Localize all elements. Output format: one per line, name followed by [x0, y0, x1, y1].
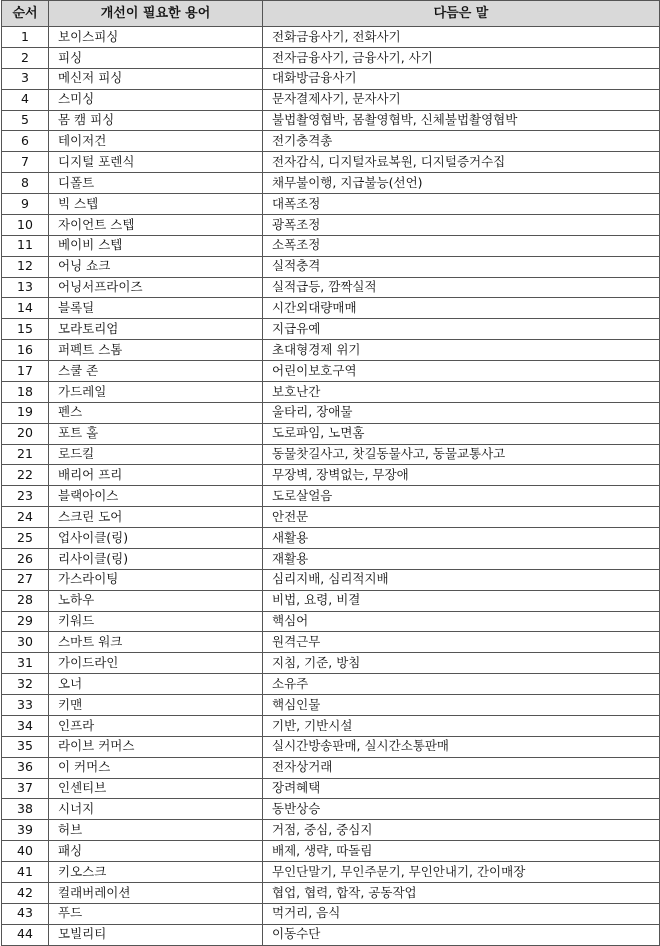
row-term: 스미싱 [49, 89, 263, 110]
row-term: 펜스 [49, 402, 263, 423]
row-alternative: 새활용 [263, 528, 660, 549]
row-alternative: 문자결제사기, 문자사기 [263, 89, 660, 110]
row-alternative: 장려혜택 [263, 778, 660, 799]
row-order: 3 [2, 68, 49, 89]
row-alternative: 이동수단 [263, 924, 660, 945]
row-term: 키워드 [49, 611, 263, 632]
row-alternative: 도로살얼음 [263, 486, 660, 507]
row-term: 업사이클(링) [49, 528, 263, 549]
row-alternative: 광폭조정 [263, 214, 660, 235]
row-term: 디폴트 [49, 173, 263, 194]
row-order: 30 [2, 632, 49, 653]
row-term: 노하우 [49, 590, 263, 611]
row-alternative: 시간외대량매매 [263, 298, 660, 319]
row-alternative: 협업, 협력, 합작, 공동작업 [263, 882, 660, 903]
row-alternative: 대화방금융사기 [263, 68, 660, 89]
row-order: 21 [2, 444, 49, 465]
table-row [2, 486, 660, 507]
table-row [2, 924, 660, 945]
table-row [2, 820, 660, 841]
row-term: 라이브 커머스 [49, 736, 263, 757]
row-alternative: 실적충격 [263, 256, 660, 277]
header-alternative: 다듬은 말 [263, 1, 660, 27]
row-order: 12 [2, 256, 49, 277]
table-row [2, 569, 660, 590]
table-row [2, 152, 660, 173]
row-alternative: 무장벽, 장벽없는, 무장애 [263, 465, 660, 486]
row-term: 시너지 [49, 799, 263, 820]
row-order: 44 [2, 924, 49, 945]
table-row [2, 214, 660, 235]
table-row [2, 340, 660, 361]
row-order: 43 [2, 903, 49, 924]
table-row [2, 423, 660, 444]
table-row [2, 528, 660, 549]
row-term: 메신저 피싱 [49, 68, 263, 89]
row-alternative: 전화금융사기, 전화사기 [263, 27, 660, 48]
row-alternative: 실적급등, 깜짝실적 [263, 277, 660, 298]
row-order: 11 [2, 235, 49, 256]
table-row [2, 841, 660, 862]
row-order: 33 [2, 695, 49, 716]
row-order: 29 [2, 611, 49, 632]
row-order: 2 [2, 47, 49, 68]
row-order: 25 [2, 528, 49, 549]
row-term: 가드레일 [49, 381, 263, 402]
header-row [2, 1, 660, 27]
row-order: 26 [2, 548, 49, 569]
row-order: 31 [2, 653, 49, 674]
table-row [2, 110, 660, 131]
row-alternative: 도로파임, 노면홈 [263, 423, 660, 444]
row-order: 32 [2, 674, 49, 695]
row-alternative: 울타리, 장애물 [263, 402, 660, 423]
header-term: 개선이 필요한 용어 [49, 1, 263, 27]
row-term: 베이비 스텝 [49, 235, 263, 256]
row-order: 17 [2, 361, 49, 382]
terms-table [1, 0, 660, 946]
row-alternative: 소폭조정 [263, 235, 660, 256]
row-term: 포트 홀 [49, 423, 263, 444]
header-order: 순서 [2, 1, 49, 27]
row-term: 푸드 [49, 903, 263, 924]
row-order: 1 [2, 27, 49, 48]
table-row [2, 361, 660, 382]
row-term: 디지털 포렌식 [49, 152, 263, 173]
row-term: 로드킬 [49, 444, 263, 465]
row-alternative: 초대형경제 위기 [263, 340, 660, 361]
table-row [2, 89, 660, 110]
table-row [2, 465, 660, 486]
row-order: 34 [2, 715, 49, 736]
row-alternative: 먹거리, 음식 [263, 903, 660, 924]
table-row [2, 444, 660, 465]
table-row [2, 799, 660, 820]
row-term: 모빌리티 [49, 924, 263, 945]
row-alternative: 비법, 요령, 비결 [263, 590, 660, 611]
row-order: 39 [2, 820, 49, 841]
table-row [2, 173, 660, 194]
row-alternative: 안전문 [263, 507, 660, 528]
row-alternative: 원격근무 [263, 632, 660, 653]
row-order: 13 [2, 277, 49, 298]
table-row [2, 47, 660, 68]
row-alternative: 재활용 [263, 548, 660, 569]
table-row [2, 590, 660, 611]
table-row [2, 507, 660, 528]
row-term: 블록딜 [49, 298, 263, 319]
row-alternative: 핵심어 [263, 611, 660, 632]
row-alternative: 채무불이행, 지급불능(선언) [263, 173, 660, 194]
row-term: 키맨 [49, 695, 263, 716]
table-row [2, 903, 660, 924]
row-alternative: 실시간방송판매, 실시간소통판매 [263, 736, 660, 757]
table-row [2, 757, 660, 778]
row-term: 오너 [49, 674, 263, 695]
row-alternative: 전기충격총 [263, 131, 660, 152]
row-alternative: 핵심인물 [263, 695, 660, 716]
row-term: 어닝서프라이즈 [49, 277, 263, 298]
table-row [2, 277, 660, 298]
row-order: 37 [2, 778, 49, 799]
row-order: 23 [2, 486, 49, 507]
row-alternative: 전자감식, 디지털자료복원, 디지털증거수집 [263, 152, 660, 173]
table-row [2, 131, 660, 152]
table-row [2, 68, 660, 89]
table-row [2, 632, 660, 653]
table-row [2, 715, 660, 736]
row-term: 스쿨 존 [49, 361, 263, 382]
table-row [2, 882, 660, 903]
row-term: 키오스크 [49, 862, 263, 883]
row-term: 컬래버레이션 [49, 882, 263, 903]
row-term: 스크린 도어 [49, 507, 263, 528]
table-row [2, 194, 660, 215]
row-term: 보이스피싱 [49, 27, 263, 48]
row-order: 36 [2, 757, 49, 778]
row-term: 어닝 쇼크 [49, 256, 263, 277]
table-row [2, 256, 660, 277]
row-term: 테이저건 [49, 131, 263, 152]
table-row [2, 548, 660, 569]
row-term: 인프라 [49, 715, 263, 736]
row-order: 35 [2, 736, 49, 757]
row-order: 4 [2, 89, 49, 110]
row-alternative: 거점, 중심, 중심지 [263, 820, 660, 841]
row-alternative: 동물찻길사고, 찻길동물사고, 동물교통사고 [263, 444, 660, 465]
table-row [2, 235, 660, 256]
row-alternative: 지급유예 [263, 319, 660, 340]
row-term: 패싱 [49, 841, 263, 862]
row-alternative: 보호난간 [263, 381, 660, 402]
table-row [2, 695, 660, 716]
row-order: 20 [2, 423, 49, 444]
row-term: 허브 [49, 820, 263, 841]
table-body [2, 27, 660, 946]
row-order: 10 [2, 214, 49, 235]
row-term: 자이언트 스텝 [49, 214, 263, 235]
row-alternative: 동반상승 [263, 799, 660, 820]
row-order: 18 [2, 381, 49, 402]
row-alternative: 심리지배, 심리적지배 [263, 569, 660, 590]
row-term: 퍼펙트 스톰 [49, 340, 263, 361]
row-order: 24 [2, 507, 49, 528]
row-order: 7 [2, 152, 49, 173]
row-alternative: 전자상거래 [263, 757, 660, 778]
row-order: 16 [2, 340, 49, 361]
table-row [2, 611, 660, 632]
table-row [2, 674, 660, 695]
row-alternative: 어린이보호구역 [263, 361, 660, 382]
row-term: 가스라이팅 [49, 569, 263, 590]
row-term: 가이드라인 [49, 653, 263, 674]
row-order: 42 [2, 882, 49, 903]
row-order: 19 [2, 402, 49, 423]
table-row [2, 319, 660, 340]
table-row [2, 381, 660, 402]
row-order: 6 [2, 131, 49, 152]
table-row [2, 862, 660, 883]
row-order: 41 [2, 862, 49, 883]
row-term: 빅 스텝 [49, 194, 263, 215]
row-alternative: 지침, 기준, 방침 [263, 653, 660, 674]
row-term: 모라토리엄 [49, 319, 263, 340]
table-row [2, 736, 660, 757]
row-order: 9 [2, 194, 49, 215]
row-order: 27 [2, 569, 49, 590]
row-alternative: 불법촬영협박, 몸촬영협박, 신체불법촬영협박 [263, 110, 660, 131]
row-alternative: 무인단말기, 무인주문기, 무인안내기, 간이매장 [263, 862, 660, 883]
row-order: 38 [2, 799, 49, 820]
table-row [2, 402, 660, 423]
row-alternative: 기반, 기반시설 [263, 715, 660, 736]
row-order: 28 [2, 590, 49, 611]
row-order: 8 [2, 173, 49, 194]
table-row [2, 653, 660, 674]
row-term: 피싱 [49, 47, 263, 68]
row-term: 블랙아이스 [49, 486, 263, 507]
row-alternative: 대폭조정 [263, 194, 660, 215]
row-term: 몸 캠 피싱 [49, 110, 263, 131]
row-term: 리사이클(링) [49, 548, 263, 569]
row-term: 인센티브 [49, 778, 263, 799]
row-order: 15 [2, 319, 49, 340]
row-alternative: 소유주 [263, 674, 660, 695]
row-order: 40 [2, 841, 49, 862]
row-term: 배리어 프리 [49, 465, 263, 486]
table-row [2, 27, 660, 48]
row-order: 14 [2, 298, 49, 319]
row-alternative: 배제, 생략, 따돌림 [263, 841, 660, 862]
row-order: 5 [2, 110, 49, 131]
row-term: 이 커머스 [49, 757, 263, 778]
row-alternative: 전자금융사기, 금융사기, 사기 [263, 47, 660, 68]
table-row [2, 298, 660, 319]
row-order: 22 [2, 465, 49, 486]
table-row [2, 778, 660, 799]
row-term: 스마트 워크 [49, 632, 263, 653]
